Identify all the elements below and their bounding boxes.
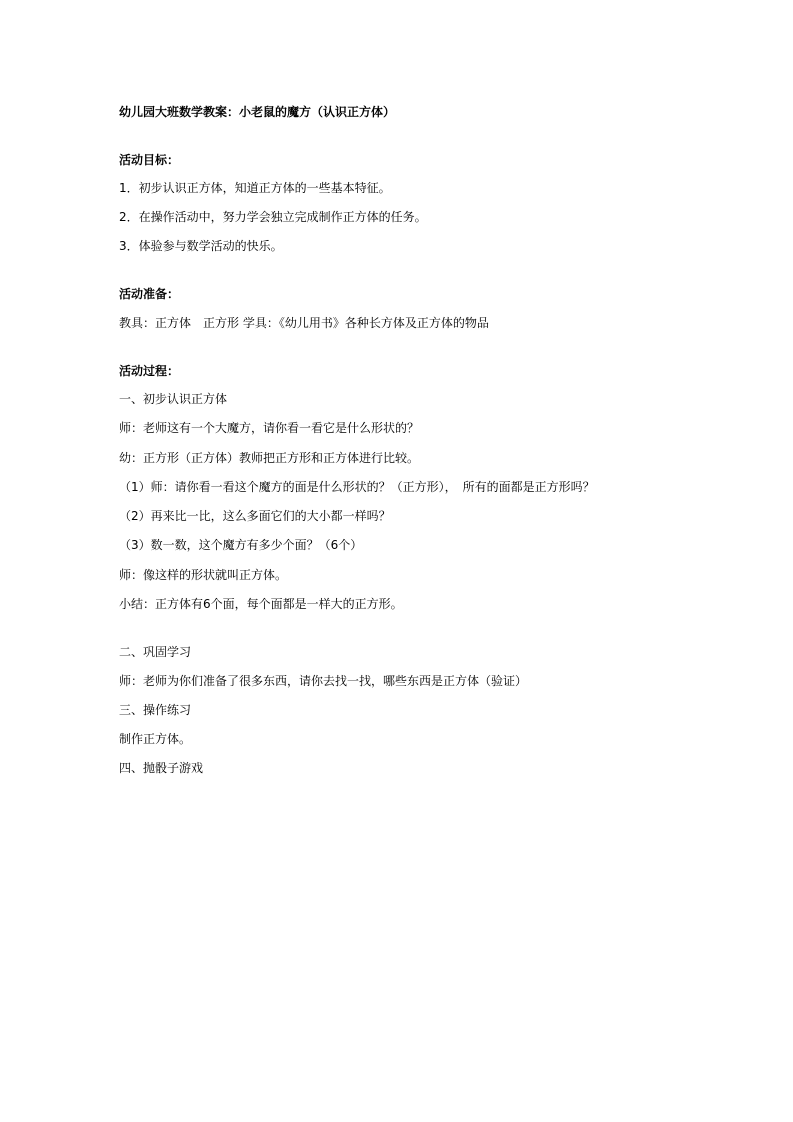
goal-item: 1．初步认识正方体，知道正方体的一些基本特征。 (119, 181, 391, 195)
process-line: 师：老师这有一个大魔方，请你看一看它是什么形状的？ (119, 421, 420, 435)
process-line: （3）数一数，这个魔方有多少个面？（6个） (119, 538, 363, 552)
goal-item: 2．在操作活动中，努力学会独立完成制作正方体的任务。 (119, 210, 427, 224)
process-line: 幼：正方形（正方体）教师把正方形和正方体进行比较。 (119, 451, 420, 465)
process-line: （2）再来比一比，这么多面它们的大小都一样吗？ (119, 509, 391, 523)
preparation-text: 教具：正方体 正方形 学具：《幼儿用书》各种长方体及正方体的物品 (119, 316, 489, 330)
part3-text: 制作正方体。 (119, 732, 192, 746)
part3-heading: 三、操作练习 (119, 703, 192, 717)
process-line: 一、初步认识正方体 (119, 392, 228, 406)
preparation-heading: 活动准备： (119, 287, 180, 301)
process-line: 师：像这样的形状就叫正方体。 (119, 568, 288, 582)
goals-heading: 活动目标： (119, 153, 180, 167)
process-heading: 活动过程： (119, 364, 180, 378)
process-line: 小结：正方体有6个面，每个面都是一样大的正方形。 (119, 597, 403, 611)
part2-heading: 二、巩固学习 (119, 645, 192, 659)
process-line: （1）师：请你看一看这个魔方的面是什么形状的？（正方形）， 所有的面都是正方形吗？ (119, 480, 595, 494)
part2-text: 师：老师为你们准备了很多东西，请你去找一找，哪些东西是正方体（验证） (119, 674, 528, 688)
document-title: 幼儿园大班数学教案：小老鼠的魔方（认识正方体） (119, 105, 396, 119)
part4-heading: 四、抛骰子游戏 (119, 761, 204, 775)
goal-item: 3．体验参与数学活动的快乐。 (119, 239, 283, 253)
